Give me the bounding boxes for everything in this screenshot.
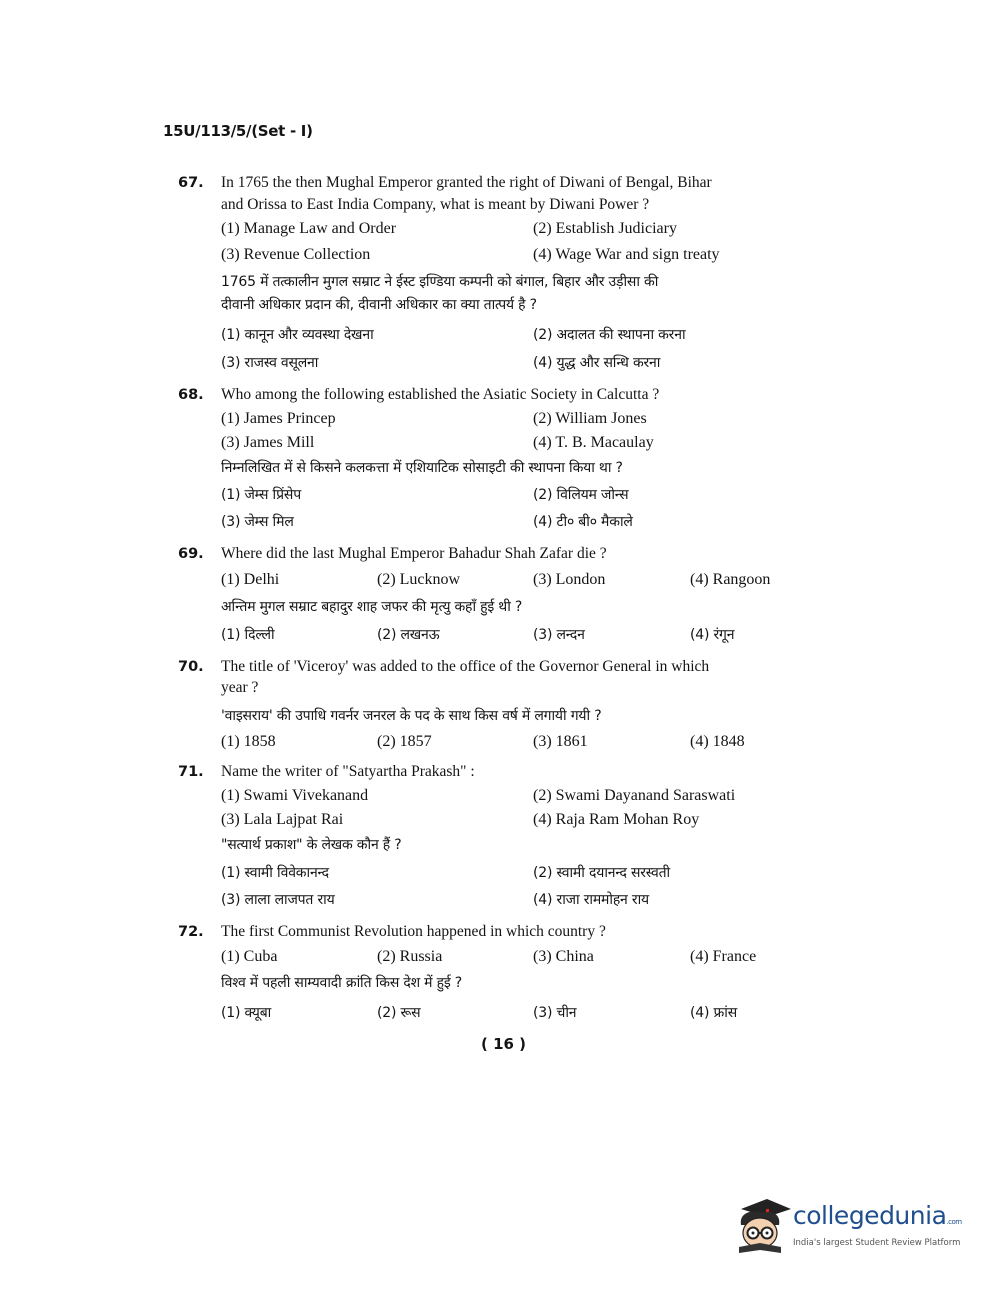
option: (4) 1848: [690, 733, 745, 750]
option-hi: (1) दिल्ली: [221, 627, 275, 643]
question-text-en: Where did the last Mughal Emperor Bahadur Shah Zafar die ?: [221, 545, 607, 562]
option-hi: (4) रंगून: [690, 627, 735, 643]
question-text-en: and Orissa to East India Company, what is meant by Diwani Power ?: [221, 196, 650, 213]
question-number: 69.: [178, 546, 204, 562]
question-text-en: Who among the following established the Asiatic Society in Calcutta ?: [221, 386, 660, 403]
question-text-en: Name the writer of "Satyartha Prakash" :: [221, 763, 475, 780]
question-text-hi: निम्नलिखित में से किसने कलकत्ता में एशियाटिक सोसाइटी की स्थापना किया था ?: [221, 460, 623, 476]
question-number: 71.: [178, 764, 204, 780]
option-en: (3) London: [533, 571, 606, 588]
option-hi: (4) युद्ध और सन्धि करना: [533, 355, 661, 371]
option: (1) 1858: [221, 733, 276, 750]
option-hi: (2) रूस: [377, 1005, 421, 1021]
question-text-hi: दीवानी अधिकार प्रदान की, दीवानी अधिकार का क्या तात्पर्य है ?: [221, 297, 537, 313]
option-hi: (1) स्वामी विवेकानन्द: [221, 865, 329, 881]
page-code: 15U/113/5/(Set - I): [163, 122, 313, 140]
option-en: (4) France: [690, 948, 757, 965]
logo-tagline: India's largest Student Review Platform: [793, 1238, 961, 1248]
option-en: (3) Revenue Collection: [221, 246, 371, 263]
option-hi: (2) विलियम जोन्स: [533, 487, 629, 503]
page-number: ( 16 ): [481, 1035, 527, 1053]
collegedunia-logo: [733, 1195, 968, 1265]
question-text-en: year ?: [221, 679, 259, 696]
option-en: (2) Lucknow: [377, 571, 461, 588]
option-hi: (3) जेम्स मिल: [221, 514, 294, 530]
question-text-hi: "सत्यार्थ प्रकाश" के लेखक कौन हैं ?: [221, 837, 402, 853]
option: (2) 1857: [377, 733, 432, 750]
option-en: (3) James Mill: [221, 434, 315, 451]
option-hi: (3) लाला लाजपत राय: [221, 892, 335, 908]
option-en: (4) Rangoon: [690, 571, 771, 588]
option-hi: (4) राजा राममोहन राय: [533, 892, 649, 908]
option-en: (4) T. B. Macaulay: [533, 434, 654, 451]
option-en: (1) Manage Law and Order: [221, 220, 397, 237]
option-en: (1) Delhi: [221, 571, 280, 588]
option-hi: (1) कानून और व्यवस्था देखना: [221, 327, 374, 343]
option-en: (2) Establish Judiciary: [533, 220, 677, 237]
option-en: (1) James Princep: [221, 410, 336, 427]
logo-wordmark: collegedunia.com: [793, 1201, 962, 1230]
option-en: (2) William Jones: [533, 410, 647, 427]
option-hi: (4) फ्रांस: [690, 1005, 737, 1021]
question-number: 67.: [178, 175, 204, 191]
option-hi: (3) चीन: [533, 1005, 577, 1021]
question-text-hi: 1765 में तत्कालीन मुगल सम्राट ने ईस्ट इण्डिया कम्पनी को बंगाल, बिहार और उड़ीसा की: [221, 274, 659, 290]
option-hi: (4) टी० बी० मैकाले: [533, 514, 633, 530]
option-en: (3) Lala Lajpat Rai: [221, 811, 344, 828]
option-hi: (3) लन्दन: [533, 627, 585, 643]
question-number: 70.: [178, 659, 204, 675]
question-text-en: In 1765 the then Mughal Emperor granted the right of Diwani of Bengal, Bihar: [221, 174, 712, 191]
question-text-hi: विश्व में पहली साम्यवादी क्रांति किस देश में हुई ?: [221, 975, 462, 991]
question-number: 68.: [178, 387, 204, 403]
option-hi: (1) क्यूबा: [221, 1005, 272, 1021]
option-hi: (2) स्वामी दयानन्द सरस्वती: [533, 865, 670, 881]
option-en: (2) Russia: [377, 948, 443, 965]
option-hi: (3) राजस्व वसूलना: [221, 355, 319, 371]
option-hi: (2) लखनऊ: [377, 627, 440, 643]
option-en: (1) Cuba: [221, 948, 278, 965]
option-hi: (1) जेम्स प्रिंसेप: [221, 487, 301, 503]
option-en: (2) Swami Dayanand Saraswati: [533, 787, 736, 804]
question-number: 72.: [178, 924, 204, 940]
option-en: (4) Wage War and sign treaty: [533, 246, 720, 263]
question-text-en: The title of 'Viceroy' was added to the office of the Governor General in which: [221, 658, 710, 675]
student-mascot-icon: [733, 1195, 793, 1257]
question-text-hi: अन्तिम मुगल सम्राट बहादुर शाह जफर की मृत्यु कहाँ हुई थी ?: [221, 599, 523, 615]
question-text-hi: 'वाइसराय' की उपाधि गवर्नर जनरल के पद के साथ किस वर्ष में लगायी गयी ?: [221, 708, 602, 724]
option-hi: (2) अदालत की स्थापना करना: [533, 327, 686, 343]
option-en: (1) Swami Vivekanand: [221, 787, 369, 804]
option: (3) 1861: [533, 733, 588, 750]
question-text-en: The first Communist Revolution happened in which country ?: [221, 923, 606, 940]
option-en: (4) Raja Ram Mohan Roy: [533, 811, 700, 828]
option-en: (3) China: [533, 948, 594, 965]
